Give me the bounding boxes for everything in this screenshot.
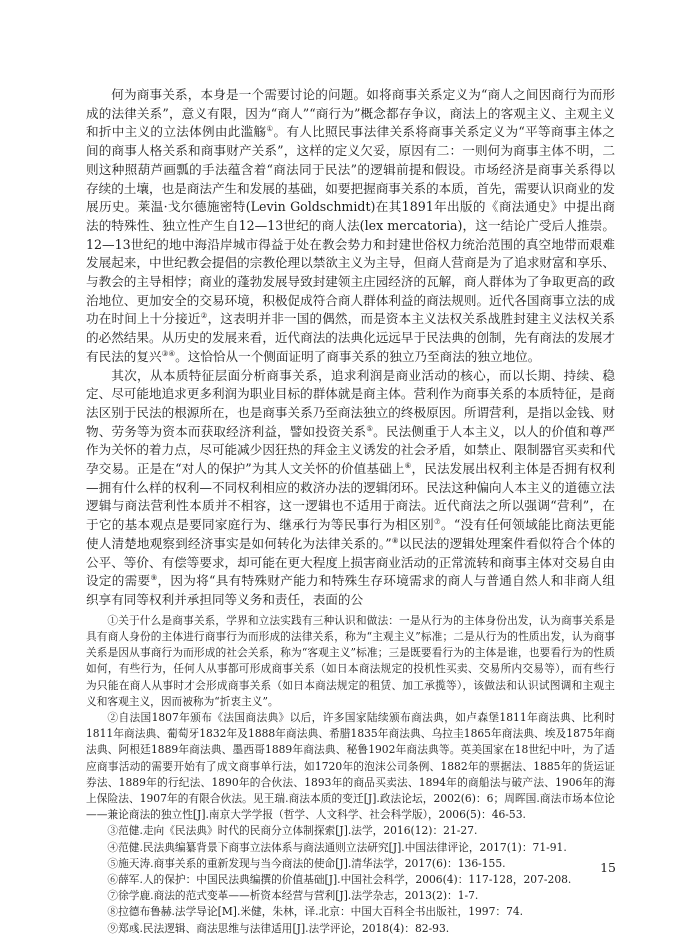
footnote-marker-5: ⑤	[107, 856, 119, 870]
footnote-marker-9: ⑨	[107, 921, 119, 935]
footnote-text-4: 范健.民法典编纂背景下商事立法体系与商法通则立法研究[J].中国法律评论，2017(1)：71-91.	[118, 840, 567, 854]
footnote-text-7: 徐学鹿.商法的范式变革——析资本经营与营利[J].法学杂志，2013(2)：1-7.	[118, 889, 479, 903]
footnote-text-1: 关于什么是商事关系，学界和立法实践有三种认识和做法：一是从行为的主体身份出发，认为商事关系是具有商人身份的主体进行商事行为而形成的法律关系，称为“主观主义”标准；二是从行为的性质出发，认为商事关系是因从事商行为而形成的社会关系，称为“客观主义”标准；三是既要看行为的主体是谁，也要看行为的性质如何，有些行为，任何人从事都可形成商事关系（如日本商法规定的投机性买卖、交易所内交易等），而有些行为只能在商人从事时才会形成商事关系（如日本商法规定的租赁、加工承揽等），该做法和认识试图调和主观主义和客观主义，因而被称为“折衷主义”。	[86, 613, 615, 708]
footnote-text-3: 范健.走向《民法典》时代的民商分立体制探索[J].法学，2016(12)：21-27.	[118, 824, 478, 838]
footnotes-section	[86, 613, 615, 937]
footnote-text-5: 施天涛.商事关系的重新发现与当今商法的使命[J].清华法学，2017(6)：136-155.	[118, 856, 506, 870]
page-number: 15	[600, 860, 616, 875]
footnote-text-2: 自法国1807年颁布《法国商法典》以后，许多国家陆续颁布商法典，如卢森堡1811年商法典、比利时1811年商法典、葡萄牙1832年及1888年商法典、希腊1835年商法典、乌拉圭1865年商法典、埃及1875年商法典、阿根廷1889年商法典、墨西哥1889年商法典、秘鲁1902年商法典等。英美国家在18世纪中叶，为了适应商事活动的需要开始有了成文商事单行法，如1720年的泡沫公司条例、1882年的票据法、1885年的货运证券法、1889年的行纪法、1890年的合伙法、1893年的商品买卖法、1894年的商船法与破产法、1906年的海上保险法、1907年的有限合伙法。见王瑞.商法本质的变迁[J].政法论坛，2002(6)：6；周晖国.商法市场本位论——兼论商法的独立性[J].南京大学学报（哲学、人文科学、社会科学版），2006(5)：46-53.	[86, 710, 615, 822]
body-paragraph-2: 其次，从本质特征层面分析商事关系，追求利润是商业活动的核心，而以长期、持续、稳定、尽可能地追求更多利润为职业目标的群体就是商主体。营利作为商事关系的本质特征，是商法区别于民法的根源所在，也是商事关系乃至商法独立的终极原因。所谓营利，是指以金钱、财物、劳务等为资本而获取经济利益，譬如投资关系⑤。民法侧重于人本主义，以人的价值和尊严作为关怀的着力点，尽可能减少因狂热的拜金主义诱发的社会矛盾，如禁止、限制器官买卖和代孕交易。正是在“对人的保护”为其人文关怀的价值基础上⑥，民法发展出权利主体是否拥有权利—拥有什么样的权利—不同权利相应的救济办法的逻辑闭环。民法这种偏向人本主义的道德立法逻辑与商法营利性本质并不相容，这一逻辑也不适用于商法。近代商法之所以强调“营利”，在于它的基本观点是要同家庭行为、继承行为等民事行为相区别⑦。“没有任何领域能比商法更能使人清楚地观察到经济事实是如何转化为法律关系的。”⑧以民法的逻辑处理案件看似符合个体的公平、等价、有偿等要求，却可能在更大程度上损害商业活动的正常流转和商事主体对交易自由设定的需要⑨，因为将“具有特殊财产能力和特殊生存环境需求的商人与普通自然人和非商人组织享有同等权利并承担同等义务和责任，表面的公	[86, 367, 616, 607]
footnote-1	[86, 613, 615, 710]
footnote-marker-2: ②	[107, 710, 119, 724]
footnote-7	[86, 888, 615, 904]
footnote-5	[86, 856, 615, 872]
footnote-marker-6: ⑥	[107, 872, 119, 886]
footnote-text-8: 拉德布鲁赫.法学导论[M].米健，朱林，译.北京：中国大百科全书出版社，1997：74.	[118, 905, 524, 919]
footnote-4	[86, 840, 615, 856]
body-paragraph-1: 何为商事关系，本身是一个需要讨论的问题。如将商事关系定义为“商人之间因商行为而形成的法律关系”，意义有限，因为“商人”“商行为”概念都存争议，商法上的客观主义、主观主义和折中主义的立法体例由此滥觞①。有人比照民事法律关系将商事关系定义为“平等商事主体之间的商事人格关系和商事财产关系”，这样的定义欠妥，原因有二：一则何为商事主体不明，二则这种照葫芦画瓢的手法蕴含着“商法同于民法”的逻辑前提和假设。市场经济是商事关系得以存续的土壤，也是商法产生和发展的基础，如要把握商事关系的本质，首先，需要认识商业的发展历史。莱温·戈尔德施密特(Levin Goldschmidt)在其1891年出版的《商法通史》中提出商法的特殊性、独立性产生自12—13世纪的商人法(lex mercatoria)，这一结论广受后人推崇。12—13世纪的地中海沿岸城市得益于处在教会势力和封建世俗权力统治范围的真空地带而艰难发展起来，中世纪教会提倡的宗教伦理以禁欲主义为主导，但商人营商是为了追求财富和享乐、与教会的主导相悖；商业的蓬勃发展导致封建领主庄园经济的瓦解，商人群体为了争取更高的政治地位、更加安全的交易环境，积极促成符合商人群体利益的商法规则。近代各国商事立法的成功在时间上十分接近②，这表明并非一国的偶然，而是资本主义法权关系战胜封建主义法权关系的必然结果。从历史的发展来看，近代商法的法典化远远早于民法典的创制，先有商法的发展才有民法的复兴③④。这恰恰从一个侧面证明了商事关系的独立乃至商法的独立地位。	[86, 87, 616, 364]
footnote-marker-3: ③	[107, 824, 119, 838]
footnote-marker-4: ④	[107, 840, 119, 854]
footnote-2	[86, 710, 615, 823]
footnote-marker-8: ⑧	[107, 905, 119, 919]
footnote-8	[86, 904, 615, 920]
footnote-3	[86, 823, 615, 839]
article-body	[86, 86, 615, 610]
footnote-text-6: 薛军.人的保护：中国民法典编撰的价值基础[J].中国社会科学，2006(4)：117-128，207-208.	[118, 872, 572, 886]
page-content	[86, 86, 615, 937]
footnote-marker-1: ①	[107, 613, 119, 627]
footnote-9	[86, 921, 615, 937]
footnote-6	[86, 872, 615, 888]
footnote-marker-7: ⑦	[107, 889, 119, 903]
footnote-text-9: 郑彧.民法逻辑、商法思维与法律适用[J].法学评论，2018(4)：82-93.	[118, 921, 450, 935]
